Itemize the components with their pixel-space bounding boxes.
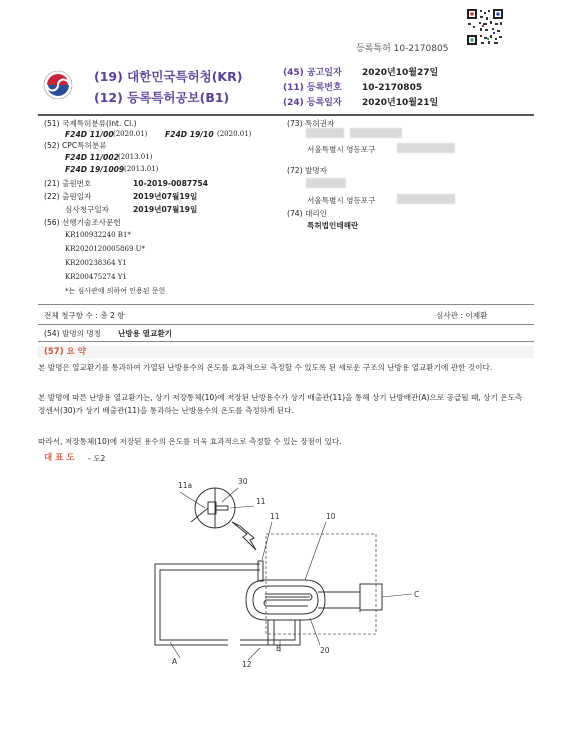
rep-figure-label: 대 표 도	[44, 453, 75, 463]
owner-name-redacted-2	[350, 128, 402, 138]
ipc-1: F24D 11/00	[65, 130, 114, 139]
owner-address: 서울특별시 영등포구	[307, 145, 376, 154]
owner-name-redacted	[306, 128, 344, 138]
agent-name: 특허법인태해란	[307, 221, 359, 230]
app-date: 2019년07월19일	[133, 192, 198, 201]
fig-label-20: 20	[320, 646, 330, 655]
prior-art-note: *는 심사관에 의하여 인용된 문헌	[65, 287, 166, 295]
rep-figure-number: - 도2	[88, 454, 106, 463]
examiner: 심사관 : 이제환	[436, 311, 488, 320]
app-no: 10-2019-0087754	[133, 179, 208, 188]
prior-art-3: KR200238364 Y1	[65, 259, 127, 267]
prior-art-4: KR200475274 Y1	[65, 273, 127, 281]
fig-label-c: C	[414, 590, 420, 599]
agent-label: (74) 대리인	[287, 209, 328, 218]
prior-art-2: KR2020120005869 U*	[65, 245, 146, 253]
label-24: (24) 등록일자	[283, 98, 342, 108]
claims-divider-bottom	[38, 324, 534, 325]
title-label: (54) 발명의 명칭	[44, 329, 102, 338]
abstract-heading-bar	[38, 346, 534, 358]
gazette-title: (12) 등록특허공보(B1)	[94, 90, 230, 105]
fig-label-11-inset: 11	[256, 497, 266, 506]
fig-label-11a: 11a	[178, 481, 193, 490]
cpc-label: (52) CPC특허분류	[44, 141, 107, 150]
cpc-1: F24D 11/002	[65, 153, 119, 162]
ipc-1-date: (2020.01)	[113, 130, 148, 138]
abstract-paragraph-2: 본 발명에 따른 난방용 열교환기는, 상기 저장통체(10)에 저장된 난방용수가 상기 배출관(11)을 통해 상기 난방배관(A)으로 공급될 때, 상기 온도측정센서(30)가 상기 배출관(11)을 통과하는 난방용수의 온도를 측정하게 된다.	[38, 393, 523, 415]
label-11: (11) 등록번호	[283, 83, 342, 93]
ipc-label: (51) 국제특허분류(Int. Cl.)	[44, 119, 137, 128]
exam-date: 2019년07월19일	[133, 205, 198, 214]
top-divider	[38, 114, 534, 116]
owner-label: (73) 특허권자	[287, 119, 335, 128]
fig-label-b: B	[276, 644, 282, 653]
inventor-address-redacted	[397, 194, 455, 204]
fig-label-30: 30	[238, 477, 248, 486]
app-date-label: (22) 출원일자	[44, 192, 92, 201]
fig-label-10: 10	[326, 512, 336, 521]
abstract-paragraph-3: 따라서, 저장통체(10)에 저장된 용수의 온도를 더욱 효과적으로 측정할 수 있는 장점이 있다.	[38, 437, 342, 446]
cpc-2: F24D 19/1009	[65, 165, 125, 174]
representative-drawing	[150, 470, 450, 670]
inventor-name-redacted	[306, 178, 346, 188]
qr-code	[466, 8, 504, 46]
ipc-2: F24D 19/10	[165, 130, 214, 139]
ipc-2-date: (2020.01)	[217, 130, 252, 138]
pub-date: 2020년10월27일	[362, 68, 439, 78]
reg-no: 10-2170805	[362, 83, 423, 93]
fig-label-11: 11	[270, 512, 280, 521]
reg-date: 2020년10월21일	[362, 98, 439, 108]
cpc-1-date: (2013.01)	[118, 153, 153, 161]
office-title: (19) 대한민국특허청(KR)	[94, 69, 243, 84]
owner-address-redacted	[397, 143, 455, 153]
inventor-address: 서울특별시 영등포구	[307, 196, 376, 205]
claims-divider-top	[38, 304, 534, 305]
registration-number: 등록특허 10-2170805	[356, 44, 449, 54]
kipo-logo-icon	[43, 70, 73, 100]
cpc-2-date: (2013.01)	[124, 165, 159, 173]
inventor-label: (72) 발명자	[287, 166, 328, 175]
invention-title: 난방용 열교환기	[118, 329, 172, 338]
fig-label-12: 12	[242, 660, 252, 669]
prior-art-1: KR100932240 B1*	[65, 231, 131, 239]
prior-art-label: (56) 선행기술조사문헌	[44, 218, 121, 227]
claims-count: 전체 청구항 수 : 총 2 항	[44, 311, 125, 320]
exam-date-label: 심사청구일자	[65, 205, 110, 214]
abstract-paragraph-1: 본 발명은 열교환기를 통과하여 가열된 난방용수의 온도를 효과적으로 측정할 수 있도록 된 새로운 구조의 난방용 열교환기에 관한 것이다.	[38, 363, 493, 372]
label-45: (45) 공고일자	[283, 68, 342, 78]
title-divider	[38, 341, 534, 342]
app-no-label: (21) 출원번호	[44, 179, 92, 188]
abstract-heading: (57) 요 약	[44, 347, 86, 357]
fig-label-a: A	[172, 657, 178, 666]
